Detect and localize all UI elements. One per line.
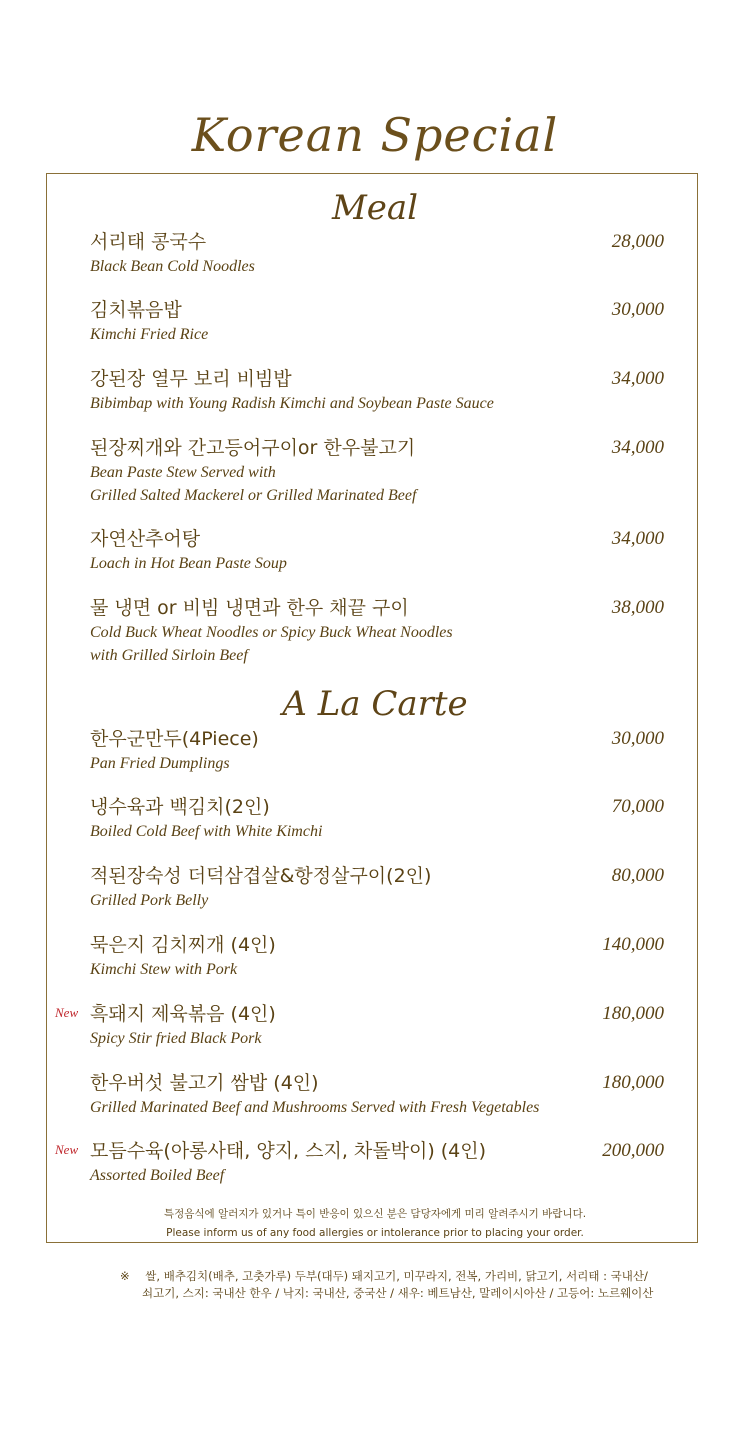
new-badge: New xyxy=(55,1005,79,1020)
item-english-name: Kimchi Fried Rice xyxy=(90,326,209,343)
item-english-name: Cold Buck Wheat Noodles or Spicy Buck Wheat Noodles xyxy=(90,624,453,641)
menu-item xyxy=(90,366,664,415)
item-price: 80,000 xyxy=(611,865,664,886)
item-price: 140,000 xyxy=(602,934,664,955)
item-english-name: Spicy Stir fried Black Pork xyxy=(90,1030,262,1047)
item-korean-name: 적된장숙성 더덕삼겹살&항정살구이(2인) xyxy=(90,865,432,887)
menu-item xyxy=(90,726,664,775)
item-korean-name: 한우버섯 불고기 쌈밥 (4인) xyxy=(90,1072,319,1094)
item-price: 34,000 xyxy=(611,528,664,549)
origin-note-text-2: 쇠고기, 스지: 국내산 한우 / 낙지: 국내산, 중국산 / 새우: 베트남산, 말레이시아산 / 고등어: 노르웨이산 xyxy=(142,1286,654,1300)
reference-mark: ※ xyxy=(120,1269,130,1283)
menu-item xyxy=(90,595,664,667)
item-english-name: Loach in Hot Bean Paste Soup xyxy=(90,555,287,572)
item-english-name: Boiled Cold Beef with White Kimchi xyxy=(90,823,323,840)
section-heading-a-la-carte: A La Carte xyxy=(282,684,468,724)
allergy-notice-english: Please inform us of any food allergies or intolerance prior to placing your order. xyxy=(166,1227,584,1239)
item-price: 28,000 xyxy=(611,231,664,252)
item-price: 30,000 xyxy=(611,728,664,749)
item-english-name: Pan Fried Dumplings xyxy=(90,755,230,772)
item-english-name: Grilled Salted Mackerel or Grilled Marinated Beef xyxy=(90,487,417,504)
menu-item xyxy=(90,526,664,575)
item-korean-name: 한우군만두(4Piece) xyxy=(90,728,259,750)
item-korean-name: 묵은지 김치찌개 (4인) xyxy=(90,934,276,956)
item-english-name: Grilled Pork Belly xyxy=(90,892,209,909)
item-english-name: Bean Paste Stew Served with xyxy=(90,464,276,481)
item-korean-name: 흑돼지 제육볶음 (4인) xyxy=(90,1003,276,1025)
item-english-name: Bibimbap with Young Radish Kimchi and Soybean Paste Sauce xyxy=(90,395,494,412)
item-price: 200,000 xyxy=(602,1140,664,1161)
menu-title: Korean Special xyxy=(191,108,559,162)
menu-item xyxy=(90,297,664,346)
item-korean-name: 서리태 콩국수 xyxy=(90,231,207,253)
item-english-name: Grilled Marinated Beef and Mushrooms Served with Fresh Vegetables xyxy=(90,1099,540,1116)
item-korean-name: 자연산추어탕 xyxy=(90,528,201,550)
item-korean-name: 물 냉면 or 비빔 냉면과 한우 채끝 구이 xyxy=(90,597,409,619)
item-korean-name: 김치볶음밥 xyxy=(90,299,182,321)
menu-item xyxy=(90,863,664,912)
item-english-name: Black Bean Cold Noodles xyxy=(90,258,255,275)
menu-item xyxy=(90,229,664,278)
item-english-name: with Grilled Sirloin Beef xyxy=(90,647,248,664)
origin-note xyxy=(120,1268,653,1302)
menu-item xyxy=(90,1070,664,1119)
menu-item xyxy=(55,1001,664,1050)
item-price: 34,000 xyxy=(611,368,664,389)
item-english-name: Kimchi Stew with Pork xyxy=(90,961,238,978)
section-heading-meal: Meal xyxy=(331,188,419,228)
allergy-notice-korean: 특정음식에 알러지가 있거나 특이 반응이 있으신 분은 담당자에게 미리 알려주시기 바랍니다. xyxy=(163,1208,587,1220)
new-badge: New xyxy=(55,1142,79,1157)
item-korean-name: 모듬수육(아롱사태, 양지, 스지, 차돌박이) (4인) xyxy=(90,1140,487,1162)
menu-item xyxy=(90,435,664,507)
item-price: 70,000 xyxy=(611,796,664,817)
item-english-name: Assorted Boiled Beef xyxy=(90,1167,225,1184)
item-korean-name: 된장찌개와 간고등어구이or 한우불고기 xyxy=(90,437,416,459)
item-price: 180,000 xyxy=(602,1072,664,1093)
item-price: 34,000 xyxy=(611,437,664,458)
item-korean-name: 냉수육과 백김치(2인) xyxy=(90,796,270,818)
menu-item xyxy=(90,932,664,981)
menu-item xyxy=(90,794,664,843)
origin-note-line-1 xyxy=(120,1268,653,1285)
origin-note-text-1: 쌀, 배추김치(배추, 고춧가루) 두부(대두) 돼지고기, 미꾸라지, 전복, 가리비, 닭고기, 서리태 : 국내산/ xyxy=(145,1269,648,1283)
item-korean-name: 강된장 열무 보리 비빔밥 xyxy=(90,368,292,390)
item-price: 38,000 xyxy=(611,597,664,618)
item-price: 30,000 xyxy=(611,299,664,320)
item-price: 180,000 xyxy=(602,1003,664,1024)
menu-item xyxy=(55,1138,664,1187)
